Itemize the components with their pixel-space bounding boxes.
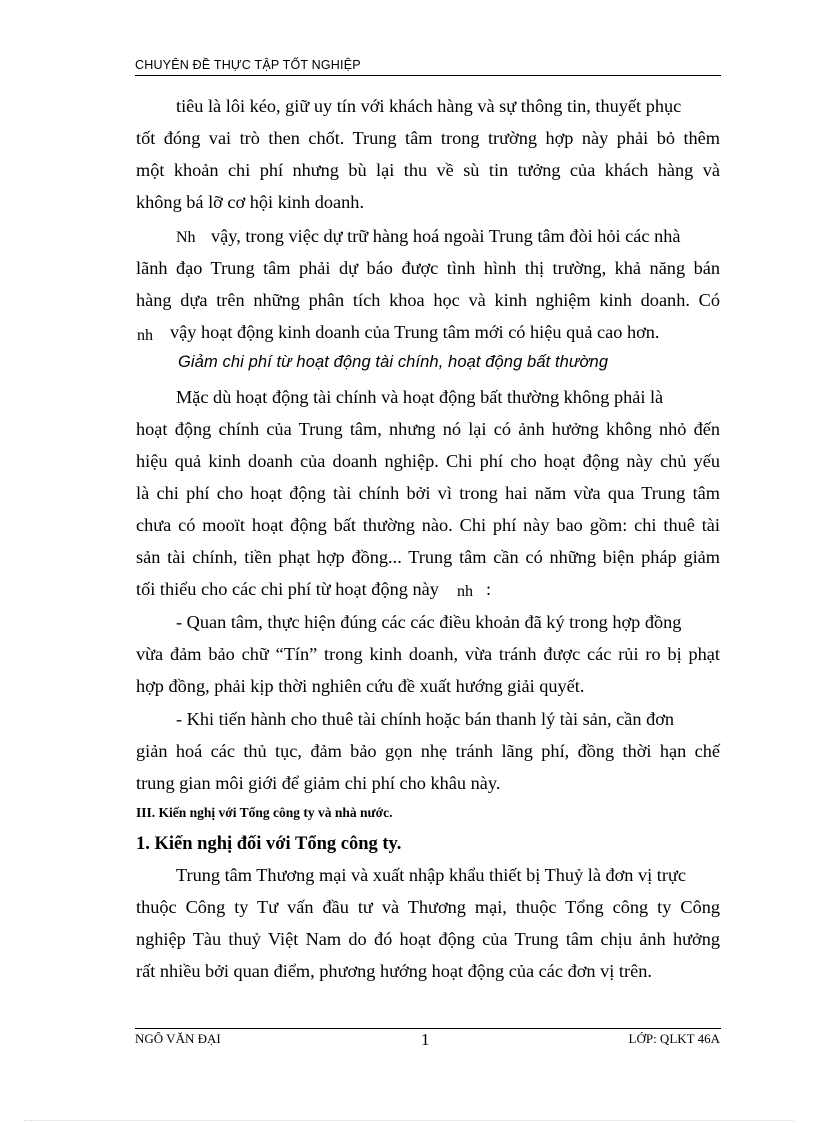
body-line: tiêu là lôi kéo, giữ uy tín với khách hàng và sự thông tin, thuyết phục — [176, 96, 682, 116]
body-line: Trung tâm Thương mại và xuất nhập khẩu thiết bị Thuỷ là đơn vị trực — [176, 865, 686, 885]
body-line: vậy, trong việc dự trữ hàng hoá ngoài Trung tâm đòi hỏi các nhà — [211, 226, 681, 246]
body-line: trung gian môi giới để giảm chi phí cho khâu này. — [136, 773, 501, 793]
footer-rule — [135, 1028, 721, 1029]
body-line: thuộc Công ty Tư vấn đầu tư và Thương mại, thuộc Tổng công ty Công — [136, 897, 720, 917]
glyph-fragment: Nh — [176, 229, 196, 246]
running-header: CHUYÊN ĐỀ THỰC TẬP TỐT NGHIỆP — [135, 58, 361, 72]
section-heading-iii: III. Kiến nghị với Tổng công ty và nhà nước. — [136, 805, 393, 820]
body-line: một khoản chi phí nhưng bù lại thu về sù tin tưởng của khách hàng và — [136, 160, 720, 180]
body-line: nghiệp Tàu thuỷ Việt Nam do đó hoạt động của Trung tâm chịu ảnh hưởng — [136, 929, 720, 949]
glyph-fragment: nh — [457, 583, 473, 600]
body-line: không bá lỡ cơ hội kinh doanh. — [136, 192, 365, 212]
body-line: hợp đồng, phải kịp thời nghiên cứu đề xuất hướng giải quyết. — [136, 676, 585, 696]
body-line: vậy hoạt động kinh doanh của Trung tâm mới có hiệu quả cao hơn. — [170, 322, 660, 342]
body-line: tối thiểu cho các chi phí từ hoạt động này — [136, 579, 439, 599]
body-line: - Quan tâm, thực hiện đúng các các điều khoản đã ký trong hợp đồng — [176, 612, 682, 632]
body-line: hàng dựa trên những phân tích khoa học và kinh nghiệm kinh doanh. Có — [136, 290, 720, 310]
body-line: hiệu quả kinh doanh của doanh nghiệp. Chi phí cho hoạt động này chủ yếu — [136, 451, 720, 471]
header-rule — [135, 75, 721, 76]
body-line: vừa đảm bảo chữ “Tín” trong kinh doanh, vừa tránh được các rủi ro bị phạt — [136, 644, 720, 664]
body-line: Mặc dù hoạt động tài chính và hoạt động bất thường không phải là — [176, 387, 664, 407]
body-line: tốt đóng vai trò then chốt. Trung tâm trong trường hợp này phải bỏ thêm — [136, 128, 720, 148]
italic-subheading: Giảm chi phí từ hoạt động tài chính, hoạt động bất thường — [178, 353, 609, 371]
body-line: lãnh đạo Trung tâm phải dự báo được tình hình thị trường, khả năng bán — [136, 258, 720, 278]
section-heading-1: 1. Kiến nghị đối với Tổng công ty. — [136, 834, 402, 854]
body-line: rất nhiều bởi quan điểm, phương hướng hoạt động của các đơn vị trên. — [136, 961, 652, 981]
body-line: : — [486, 579, 492, 599]
page-bottom-border — [24, 1120, 794, 1121]
body-line: giản hoá các thủ tục, đảm bảo gọn nhẹ tránh lãng phí, đồng thời hạn chế — [136, 741, 720, 761]
body-line: là chi phí cho hoạt động tài chính bởi vì trong hai năm vừa qua Trung tâm — [136, 483, 720, 503]
footer-author: NGÔ VĂN ĐẠI — [135, 1031, 221, 1046]
body-line: - Khi tiến hành cho thuê tài chính hoặc bán thanh lý tài sản, cần đơn — [176, 709, 675, 729]
body-line: hoạt động chính của Trung tâm, nhưng nó lại có ảnh hưởng không nhỏ đến — [136, 419, 720, 439]
footer-class: LỚP: QLKT 46A — [628, 1031, 720, 1046]
body-line: chưa có mooït hoạt động bất thường nào. Chi phí này bao gồm: chi thuê tài — [136, 515, 720, 535]
body-line: sản tài chính, tiền phạt hợp đồng... Trung tâm cần có những biện pháp giảm — [136, 547, 720, 567]
page-number: 1 — [421, 1030, 430, 1049]
glyph-fragment: nh — [137, 327, 153, 344]
